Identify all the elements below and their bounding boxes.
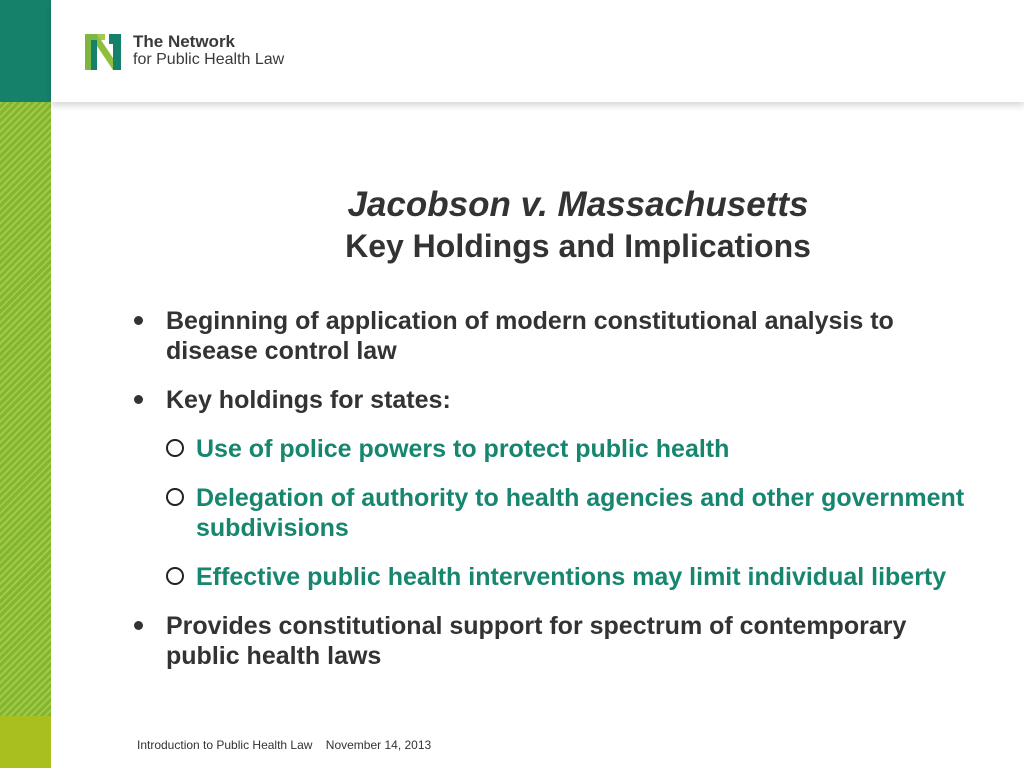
network-logo-icon	[83, 30, 123, 74]
slide-content	[130, 306, 970, 690]
slide-subtitle: Key Holdings and Implications	[345, 228, 811, 264]
sub-bullet-text: Effective public health interventions may limit individual liberty	[196, 563, 947, 591]
footer-date: November 14, 2013	[325, 738, 432, 752]
hollow-circle-bullet-icon	[166, 439, 184, 457]
bullet-dot-icon	[134, 316, 143, 325]
brand-name-line2: for Public Health Law	[133, 51, 285, 68]
slide-footer	[137, 738, 441, 752]
bullet-text: Key holdings for states:	[166, 386, 451, 414]
hollow-circle-bullet-icon	[166, 567, 184, 585]
brand-name	[133, 33, 284, 69]
hollow-circle-bullet-icon	[166, 488, 184, 506]
sub-bullet-text: Delegation of authority to health agencies and other government subdivisions	[196, 484, 965, 542]
slide-title: Jacobson v. Massachusetts	[347, 185, 809, 224]
sub-bullet-item	[130, 483, 970, 543]
bullet-dot-icon	[134, 395, 143, 404]
sidebar-striped-band	[0, 102, 51, 716]
bullet-text: Beginning of application of modern constitutional analysis to disease control law	[166, 307, 894, 365]
slide-title-block	[250, 184, 906, 266]
bullet-item	[130, 611, 970, 671]
sidebar-top-band	[0, 0, 51, 102]
bullet-item	[130, 385, 970, 415]
bullet-item	[130, 306, 970, 366]
sub-bullet-item	[130, 434, 970, 464]
sub-bullet-text: Use of police powers to protect public health	[196, 435, 730, 463]
brand-name-line1: The Network	[133, 32, 236, 51]
sub-bullet-item	[130, 562, 970, 592]
bullet-dot-icon	[134, 621, 143, 630]
sidebar-bottom-band	[0, 716, 51, 768]
bullet-text: Provides constitutional support for spectrum of contemporary public health laws	[166, 612, 907, 670]
footer-course: Introduction to Public Health Law	[137, 738, 313, 752]
header-bar	[51, 0, 1024, 102]
